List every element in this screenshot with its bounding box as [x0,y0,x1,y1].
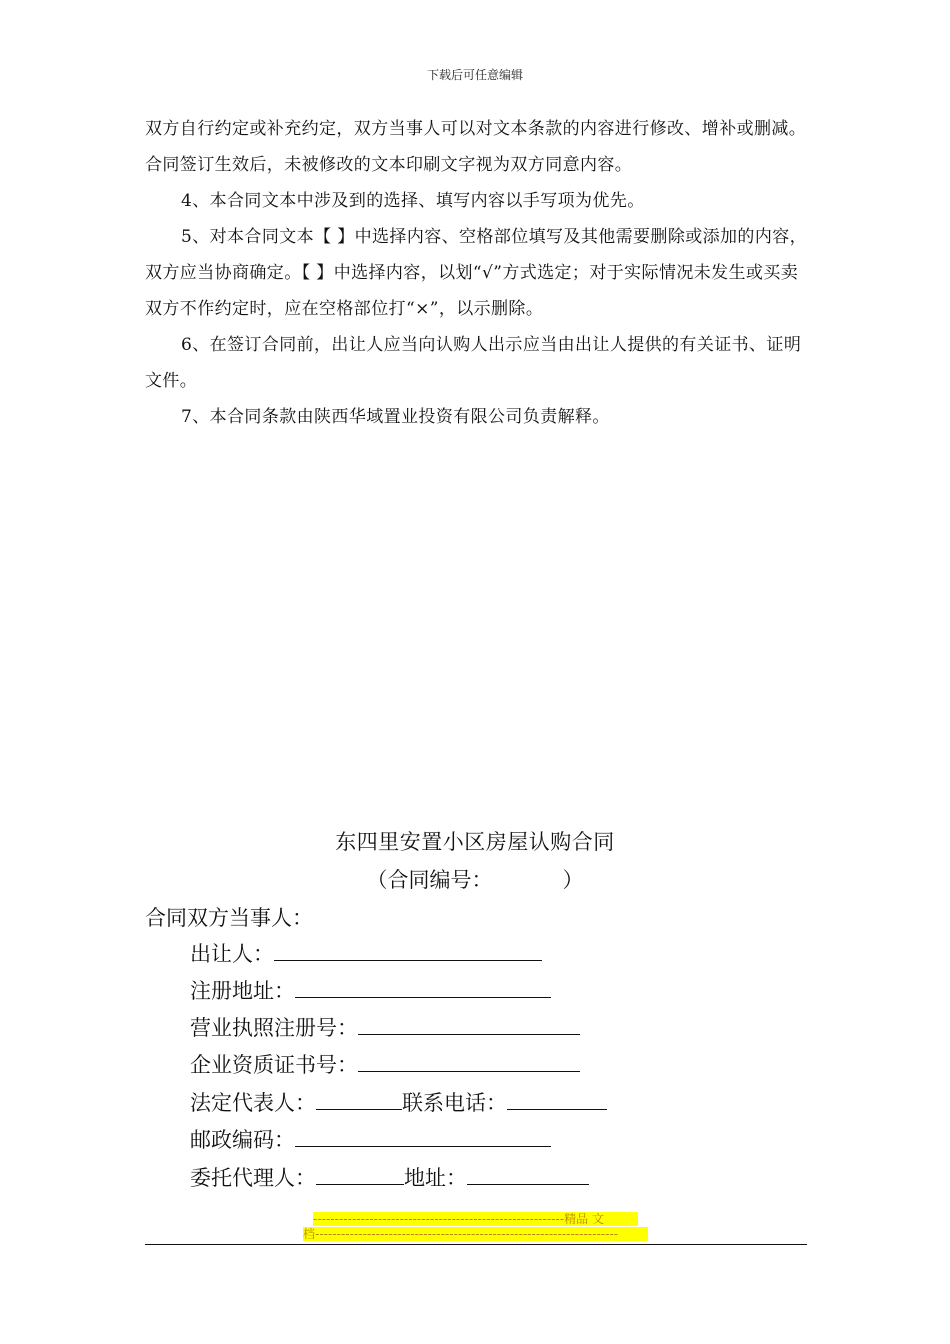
contract-number-label: （合同编号： [366,868,493,892]
postcode-blank[interactable] [295,1124,551,1147]
parties-label: 合同双方当事人： [145,906,313,930]
page-header: 下载后可任意编辑 [426,68,523,82]
contract-number-close: ） [562,868,584,892]
agent-row [190,1162,589,1194]
address-row [190,975,551,1007]
footer-divider [145,1244,807,1245]
agent-blank[interactable] [316,1162,404,1185]
contract-title: 东四里安置小区房屋认购合同 [335,830,615,854]
postcode-row [190,1124,551,1156]
agent-label: 委托代理人： [190,1166,316,1190]
transferor-blank[interactable] [274,938,542,961]
paragraph-item-5: 5、对本合同文本【 】中选择内容、空格部位填写及其他需要删除或添加的内容，双方应当协商确定。【 】中选择内容，以划“√”方式选定；对于实际情况未发生或买卖双方不作约定时，应在空格部位打“×”，以示删除。 [145,227,808,319]
address-blank[interactable] [295,975,551,998]
legal-rep-label: 法定代表人： [190,1091,316,1115]
footer-watermark-line1: ----------------------------------------------------------精品 文 [313,1212,638,1226]
license-label: 营业执照注册号： [190,1016,358,1040]
transferor-label: 出让人： [190,942,274,966]
paragraph-item-6: 6、在签订合同前，出让人应当向认购人出示应当由出让人提供的有关证书、证明文件。 [145,335,802,391]
license-row [190,1012,580,1044]
agent-address-blank[interactable] [467,1162,589,1185]
legal-rep-row [190,1087,607,1119]
transferor-row [190,938,542,970]
legal-rep-blank[interactable] [316,1087,402,1110]
paragraph-item-7: 7、本合同条款由陕西华域置业投资有限公司负责解释。 [181,407,610,427]
contract-number-line [0,864,950,894]
license-blank[interactable] [358,1012,580,1035]
qualification-blank[interactable] [358,1049,580,1072]
phone-label: 联系电话： [402,1091,507,1115]
qualification-label: 企业资质证书号： [190,1053,358,1077]
postcode-label: 邮政编码： [190,1128,295,1152]
agent-address-label: 地址： [404,1166,467,1190]
address-label: 注册地址： [190,979,295,1003]
paragraph-continuation: 双方自行约定或补充约定，双方当事人可以对文本条款的内容进行修改、增补或删减。合同签订生效后，未被修改的文本印刷文字视为双方同意内容。 [145,119,807,175]
paragraph-item-4: 4、本合同文本中涉及到的选择、填写内容以手写项为优先。 [181,191,645,211]
phone-blank[interactable] [507,1087,607,1110]
qualification-row [190,1049,580,1081]
footer-watermark-line2: 档---------------------------------------------------------------------- [303,1227,648,1241]
